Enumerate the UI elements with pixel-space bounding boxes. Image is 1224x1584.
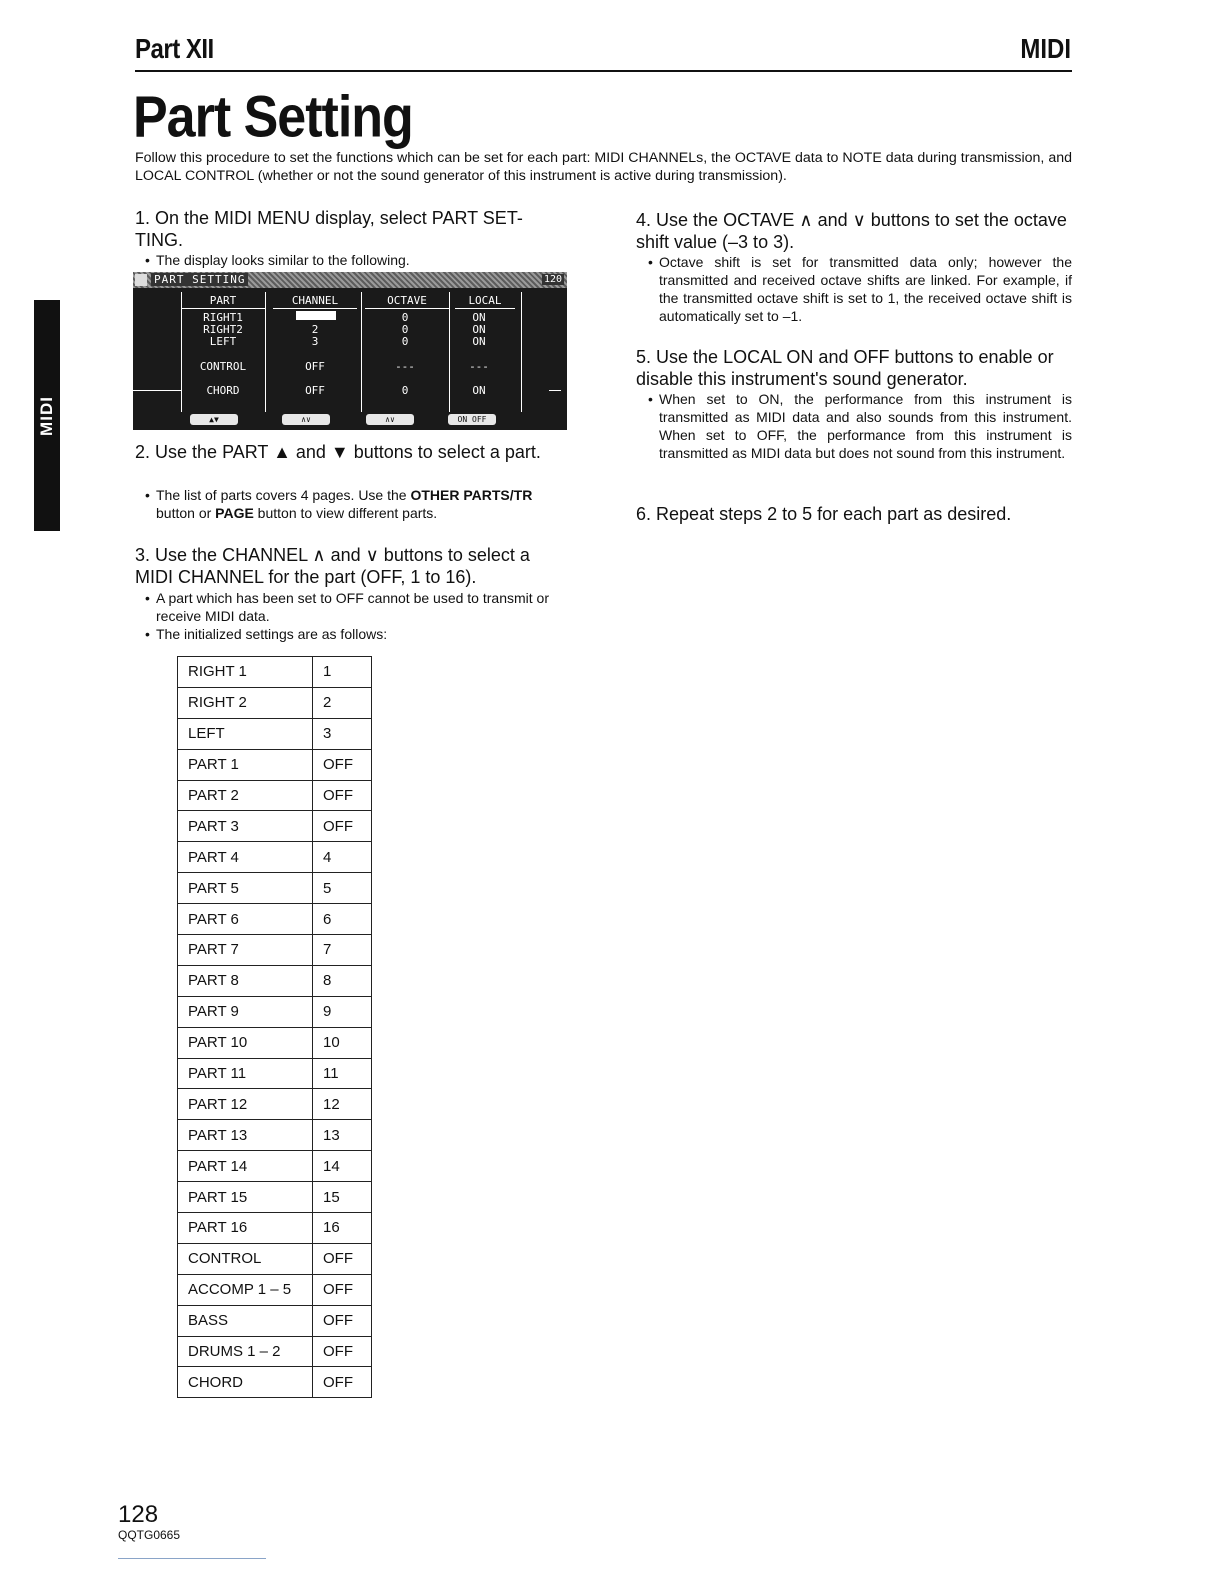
table-row (178, 1243, 372, 1274)
header-part-label: Part XII (135, 33, 214, 65)
channel-value-cell: 7 (313, 935, 372, 966)
step-number: 1. (135, 208, 151, 228)
part-name-cell: DRUMS 1 – 2 (178, 1336, 313, 1367)
channel-value-cell: 15 (313, 1182, 372, 1213)
channel-value-cell: 13 (313, 1120, 372, 1151)
lcd-row-octave: 0 (401, 323, 409, 336)
part-name-cell: BASS (178, 1305, 313, 1336)
table-row (178, 1367, 372, 1398)
table-row (178, 687, 372, 718)
part-name-cell: PART 12 (178, 1089, 313, 1120)
part-name-cell: PART 9 (178, 996, 313, 1027)
channel-value-cell: OFF (313, 780, 372, 811)
lcd-row-local: --- (469, 360, 489, 373)
lcd-row-octave: 0 (401, 384, 409, 397)
table-row (178, 1058, 372, 1089)
step-6 (636, 503, 1072, 525)
lcd-header-octave: OCTAVE (365, 294, 449, 309)
channel-value-cell: 9 (313, 996, 372, 1027)
part-name-cell: PART 3 (178, 811, 313, 842)
part-name-cell: RIGHT 1 (178, 657, 313, 688)
table-row (178, 1027, 372, 1058)
lcd-row-channel: OFF (305, 384, 325, 397)
step-number: 2. (135, 442, 151, 462)
lcd-divider (521, 292, 522, 412)
note-text: button or (156, 505, 216, 521)
step-4-note: • Octave shift is set for transmitted data only; however the transmitted and received octave shifts are linked. For example, if the transmitted octave shift is set to 1, the received octave shift is automatically set to –1. (659, 253, 1072, 325)
page-button-label: PAGE (215, 505, 254, 521)
lcd-divider (361, 292, 362, 412)
channel-value-cell: OFF (313, 749, 372, 780)
step-5-note: • When set to ON, the performance from this instrument is transmitted as MIDI data and also sounds from this instrument. When set to OFF, the performance from this instrument is transmitted as MIDI data but does not sound from this instrument. (659, 390, 1072, 462)
part-name-cell: PART 7 (178, 935, 313, 966)
header-rule (135, 70, 1072, 72)
channel-value-cell: OFF (313, 1336, 372, 1367)
channel-up-down-button[interactable]: ∧∨ (282, 414, 330, 425)
lcd-divider (549, 390, 561, 391)
side-tab-label: MIDI (37, 395, 56, 436)
table-row (178, 749, 372, 780)
lcd-page-number: 120 (543, 274, 562, 285)
header-section-label: MIDI (1020, 33, 1071, 65)
step-text: Use the OCTAVE ∧ and ∨ buttons to set the octave shift value (–3 to 3). (636, 210, 1067, 252)
lcd-row-channel: 2 (311, 323, 319, 336)
lcd-divider (133, 390, 181, 391)
part-name-cell: CONTROL (178, 1243, 313, 1274)
lcd-row-part: RIGHT1 (203, 311, 243, 324)
note-text: button to view different parts. (253, 505, 438, 521)
table-row (178, 1182, 372, 1213)
channel-value-cell: 4 (313, 842, 372, 873)
channel-value-cell: 8 (313, 965, 372, 996)
lcd-header-part: PART (181, 294, 265, 309)
part-name-cell: PART 8 (178, 965, 313, 996)
initial-channel-table (177, 656, 372, 1398)
channel-value-cell: 1 (313, 657, 372, 688)
step-text: Use the LOCAL ON and OFF buttons to enable or disable this instrument's sound generator. (636, 347, 1054, 389)
part-name-cell: PART 11 (178, 1058, 313, 1089)
part-name-cell: PART 6 (178, 904, 313, 935)
note-text: The list of parts covers 4 pages. Use the (156, 487, 411, 503)
step-5 (636, 346, 1072, 390)
table-row (178, 935, 372, 966)
channel-value-cell: OFF (313, 1305, 372, 1336)
step-number: 6. (636, 504, 652, 524)
step-3-note: • The initialized settings are as follows: (156, 625, 567, 643)
step-1-note: • The display looks similar to the following. (156, 251, 567, 269)
step-text: On the MIDI MENU display, select PART SET-TING. (135, 208, 523, 250)
intro-paragraph: Follow this procedure to set the functions which can be set for each part: MIDI CHANNELs, the OCTAVE data to NOTE data during transmission, and LOCAL CONTROL (whether or not the sound generator of this instrument is active during transmission). (135, 150, 1072, 184)
part-name-cell: PART 1 (178, 749, 313, 780)
step-text: Use the CHANNEL ∧ and ∨ buttons to select a MIDI CHANNEL for the part (OFF, 1 to 16). (135, 545, 530, 587)
part-name-cell: CHORD (178, 1367, 313, 1398)
table-row (178, 1274, 372, 1305)
lcd-row-octave: 0 (401, 311, 409, 324)
table-row (178, 1151, 372, 1182)
part-name-cell: PART 14 (178, 1151, 313, 1182)
channel-value-cell: 12 (313, 1089, 372, 1120)
channel-value-cell: 5 (313, 873, 372, 904)
footer-rule (118, 1558, 266, 1559)
lcd-display (133, 272, 567, 430)
step-number: 3. (135, 545, 151, 565)
step-text: Repeat steps 2 to 5 for each part as desired. (656, 504, 1012, 524)
channel-value-cell: OFF (313, 1274, 372, 1305)
step-number: 4. (636, 210, 652, 230)
lcd-divider (181, 292, 182, 412)
lcd-divider (265, 292, 266, 412)
table-row (178, 842, 372, 873)
part-name-cell: RIGHT 2 (178, 687, 313, 718)
channel-value-cell: 14 (313, 1151, 372, 1182)
table-row (178, 904, 372, 935)
lcd-row-octave: 0 (401, 335, 409, 348)
lcd-title: PART SETTING (151, 273, 248, 286)
part-name-cell: PART 5 (178, 873, 313, 904)
step-2 (135, 441, 567, 463)
menu-icon (135, 274, 147, 286)
channel-value-cell: 6 (313, 904, 372, 935)
step-4 (636, 209, 1072, 253)
lcd-row-octave: --- (395, 360, 415, 373)
table-row (178, 1120, 372, 1151)
table-row (178, 780, 372, 811)
part-up-down-button[interactable]: ▲▼ (190, 414, 238, 425)
step-3-note: • A part which has been set to OFF cannot be used to transmit or receive MIDI data. (156, 589, 567, 625)
table-row (178, 996, 372, 1027)
table-row (178, 1305, 372, 1336)
lcd-row-channel: OFF (305, 360, 325, 373)
channel-value-cell: 10 (313, 1027, 372, 1058)
channel-value-cell: OFF (313, 811, 372, 842)
channel-value-cell: OFF (313, 1243, 372, 1274)
step-text: Use the PART ▲ and ▼ buttons to select a part. (155, 442, 541, 462)
part-name-cell: PART 2 (178, 780, 313, 811)
other-parts-button-label: OTHER PARTS/TR (410, 487, 533, 503)
step-3 (135, 544, 567, 588)
table-row (178, 1336, 372, 1367)
table-row (178, 718, 372, 749)
table-row (178, 965, 372, 996)
step-number: 5. (636, 347, 652, 367)
lcd-row-part: CONTROL (199, 360, 247, 373)
lcd-row-local: ON (472, 335, 486, 348)
lcd-row-local: ON (472, 311, 486, 324)
table-row (178, 657, 372, 688)
channel-value-cell: 3 (313, 718, 372, 749)
page-title: Part Setting (133, 85, 413, 151)
octave-up-down-button[interactable]: ∧∨ (366, 414, 414, 425)
lcd-row-part: RIGHT2 (203, 323, 243, 336)
step-2-note (156, 486, 567, 522)
table-row (178, 873, 372, 904)
lcd-row-part: CHORD (206, 384, 240, 397)
table-row (178, 811, 372, 842)
lcd-header-local: LOCAL (455, 294, 515, 309)
document-code: QQTG0665 (118, 1528, 181, 1542)
part-name-cell: PART 4 (178, 842, 313, 873)
channel-value-cell: 11 (313, 1058, 372, 1089)
channel-value-cell: 16 (313, 1213, 372, 1244)
lcd-selected-channel (296, 311, 336, 320)
page-number: 128 (118, 1501, 159, 1528)
part-name-cell: PART 10 (178, 1027, 313, 1058)
part-name-cell: PART 13 (178, 1120, 313, 1151)
table-row (178, 1213, 372, 1244)
lcd-row-part: LEFT (209, 335, 237, 348)
part-name-cell: PART 16 (178, 1213, 313, 1244)
part-name-cell: ACCOMP 1 – 5 (178, 1274, 313, 1305)
part-name-cell: PART 15 (178, 1182, 313, 1213)
channel-value-cell: 2 (313, 687, 372, 718)
local-on-off-button[interactable]: ON OFF (448, 414, 496, 425)
channel-value-cell: OFF (313, 1367, 372, 1398)
lcd-row-local: ON (472, 384, 486, 397)
lcd-row-local: ON (472, 323, 486, 336)
side-section-tab (34, 300, 60, 531)
lcd-header-channel: CHANNEL (273, 294, 357, 309)
step-1 (135, 207, 567, 251)
lcd-row-channel: 3 (311, 335, 319, 348)
part-name-cell: LEFT (178, 718, 313, 749)
table-row (178, 1089, 372, 1120)
